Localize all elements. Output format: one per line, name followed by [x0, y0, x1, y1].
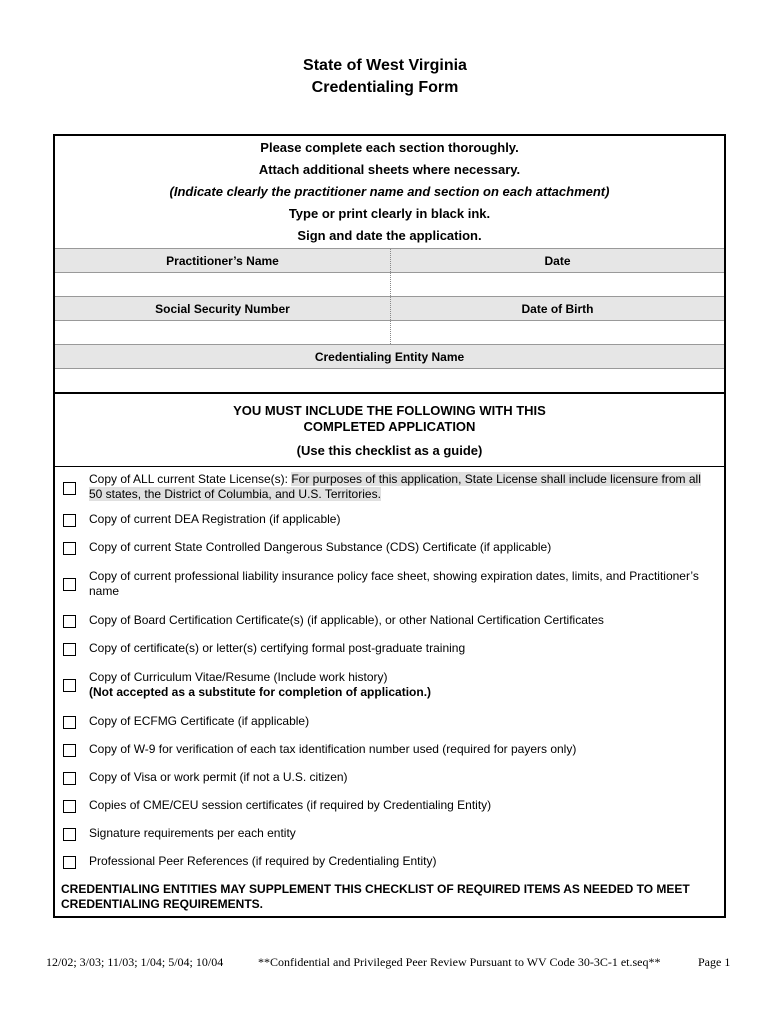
- section-divider: [55, 392, 724, 394]
- requirements-heading-3: (Use this checklist as a guide): [296, 443, 483, 458]
- date-field[interactable]: [391, 273, 724, 296]
- checklist-text-post-grad: Copy of certificate(s) or letter(s) certifying formal post-graduate training: [89, 641, 466, 655]
- checklist-text-peer-references: Professional Peer References (if required by Credentialing Entity): [89, 854, 437, 868]
- closing-statement: CREDENTIALING ENTITIES MAY SUPPLEMENT THIS CHECKLIST OF REQUIRED ITEMS AS NEEDED TO MEET CREDENTIALING REQUIREMENTS.: [61, 882, 690, 911]
- footer-page-number: Page 1: [698, 955, 731, 969]
- checklist-text-liability: Copy of current professional liability insurance policy face sheet, showing expiration dates, limits, and Practitioner’s name: [89, 569, 699, 598]
- practitioner-name-label: Practitioner’s Name: [55, 249, 391, 272]
- checklist-text-w9: Copy of W-9 for verification of each tax identification number used (required for payers only): [89, 742, 577, 756]
- practitioner-name-field[interactable]: [55, 273, 391, 296]
- checkbox-cv[interactable]: [63, 679, 76, 692]
- entity-header-row: [55, 344, 724, 368]
- checklist-text-board-cert: Copy of Board Certification Certificate(s) (if applicable), or other National Certification Certificates: [89, 613, 604, 627]
- checkbox-liability[interactable]: [63, 578, 76, 591]
- state-license-highlight-note: For purposes of this application, State License shall include licensure from all 50 states, the District of Columbia, and U.S. Territories.: [89, 472, 701, 501]
- checklist-divider: [55, 466, 724, 467]
- checklist-text-ecfmg: Copy of ECFMG Certificate (if applicable): [89, 714, 310, 728]
- instruction-5: Sign and date the application.: [297, 228, 482, 243]
- instruction-3: (Indicate clearly the practitioner name and section on each attachment): [169, 184, 610, 199]
- checkbox-ecfmg[interactable]: [63, 716, 76, 729]
- checkbox-signature[interactable]: [63, 828, 76, 841]
- form-title-state: State of West Virginia: [303, 57, 467, 74]
- dob-label: Date of Birth: [521, 301, 594, 316]
- checkbox-w9[interactable]: [63, 744, 76, 757]
- ssn-label: Social Security Number: [55, 297, 391, 320]
- cv-bold-note: (Not accepted as a substitute for completion of application.): [89, 685, 432, 699]
- instruction-4: Type or print clearly in black ink.: [288, 206, 491, 221]
- checkbox-state-license[interactable]: [63, 482, 76, 495]
- requirements-heading-2: COMPLETED APPLICATION: [303, 419, 476, 434]
- ssn-dob-value-row: [55, 320, 724, 344]
- checklist-text-state-license: [89, 472, 717, 502]
- cv-text: Copy of Curriculum Vitae/Resume (Include work history): [89, 670, 388, 684]
- checklist-text-cds: Copy of current State Controlled Dangerous Substance (CDS) Certificate (if applicable): [89, 540, 552, 554]
- name-date-header-row: [55, 248, 724, 272]
- instruction-1: Please complete each section thoroughly.: [260, 140, 519, 155]
- footer-confidential-notice: **Confidential and Privileged Peer Review Pursuant to WV Code 30-3C-1 et.seq**: [258, 955, 661, 969]
- entity-name-field[interactable]: [55, 369, 724, 392]
- entity-value-row: [55, 368, 724, 392]
- form-title-credentialing: Credentialing Form: [311, 79, 459, 96]
- instruction-2: Attach additional sheets where necessary.: [258, 162, 521, 177]
- state-license-text: Copy of ALL current State License(s):: [89, 472, 292, 486]
- checkbox-board-cert[interactable]: [63, 615, 76, 628]
- date-label: Date: [544, 253, 571, 268]
- name-date-value-row: [55, 272, 724, 296]
- checkbox-post-grad[interactable]: [63, 643, 76, 656]
- ssn-dob-header-row: [55, 296, 724, 320]
- checklist-text-signature: Signature requirements per each entity: [89, 826, 296, 840]
- checklist-text-dea: Copy of current DEA Registration (if applicable): [89, 512, 341, 526]
- checkbox-peer-references[interactable]: [63, 856, 76, 869]
- checkbox-cds[interactable]: [63, 542, 76, 555]
- entity-name-label: Credentialing Entity Name: [314, 349, 465, 364]
- checklist-text-visa: Copy of Visa or work permit (if not a U.S. citizen): [89, 770, 348, 784]
- checklist-text-cme: Copies of CME/CEU session certificates (if required by Credentialing Entity): [89, 798, 492, 812]
- checkbox-visa[interactable]: [63, 772, 76, 785]
- footer-revision-dates: 12/02; 3/03; 11/03; 1/04; 5/04; 10/04: [46, 955, 224, 969]
- checklist-text-cv: [89, 670, 717, 700]
- requirements-heading-1: YOU MUST INCLUDE THE FOLLOWING WITH THIS: [233, 403, 546, 418]
- checkbox-cme[interactable]: [63, 800, 76, 813]
- dob-field[interactable]: [391, 321, 724, 344]
- form-box: [53, 134, 726, 918]
- checkbox-dea[interactable]: [63, 514, 76, 527]
- ssn-field[interactable]: [55, 321, 391, 344]
